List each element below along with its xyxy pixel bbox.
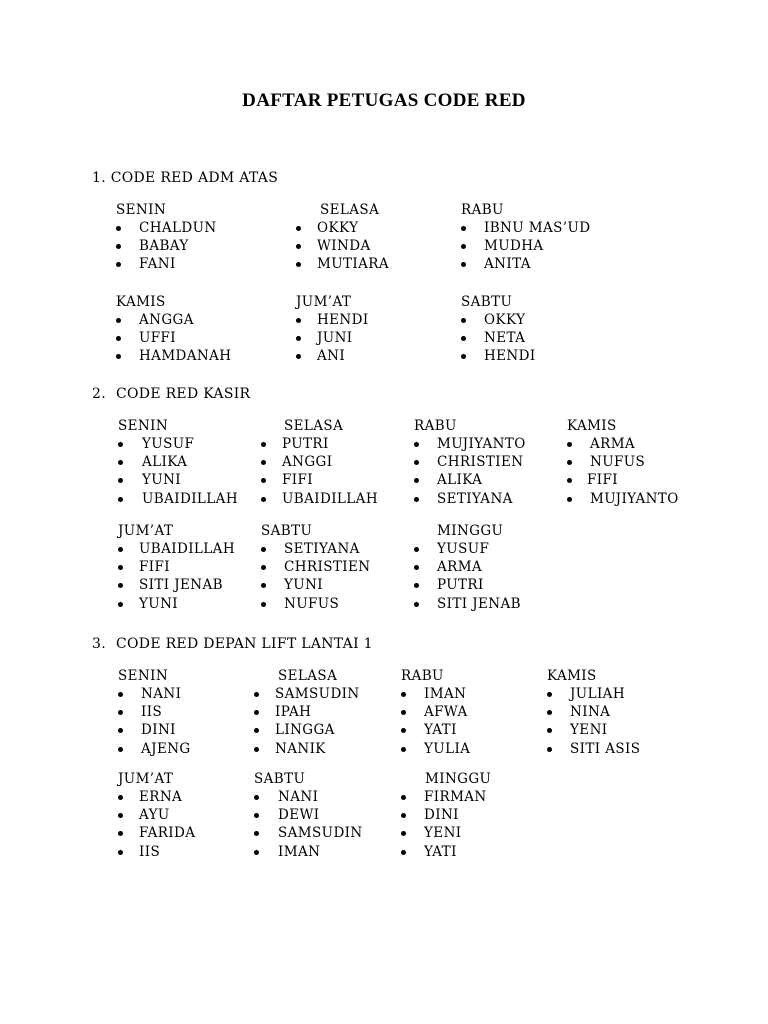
bullet-icon — [254, 850, 259, 855]
staff-name: IIS — [139, 843, 161, 860]
bullet-icon — [296, 318, 301, 323]
list-item — [254, 824, 363, 842]
bullet-icon — [401, 831, 406, 836]
staff-name: FIFI — [139, 559, 170, 576]
bullet-icon — [118, 478, 123, 483]
bullet-icon — [414, 583, 419, 588]
staff-name: NUFUS — [284, 595, 340, 612]
day-block — [118, 770, 196, 861]
staff-name: YULIA — [424, 740, 471, 757]
list-item — [254, 788, 319, 806]
bullet-icon — [118, 831, 123, 836]
list-item — [261, 595, 340, 613]
bullet-icon — [254, 831, 259, 836]
list-item — [414, 540, 503, 558]
bullet-icon — [296, 336, 301, 341]
list-item — [118, 685, 182, 703]
day-label: KAMIS — [567, 418, 617, 434]
name-list — [118, 788, 196, 861]
staff-name: YUSUF — [437, 541, 490, 557]
day-label: SENIN — [118, 418, 169, 434]
name-list — [296, 311, 369, 366]
bullet-icon — [118, 497, 123, 502]
staff-name: LINGGA — [275, 722, 335, 739]
list-item — [414, 576, 503, 594]
bullet-icon — [118, 728, 123, 733]
list-item — [461, 329, 526, 347]
bullet-icon — [461, 354, 466, 359]
bullet-icon — [401, 813, 406, 818]
staff-name: NANI — [141, 686, 182, 702]
staff-name: DEWI — [278, 807, 320, 824]
list-item — [461, 311, 526, 329]
bullet-icon — [401, 850, 406, 855]
list-item — [414, 558, 503, 576]
list-item — [461, 255, 531, 273]
list-item — [401, 703, 468, 721]
staff-name: MUJIYANTO — [590, 490, 679, 507]
staff-name: YUNI — [139, 595, 179, 612]
day-label: KAMIS — [116, 294, 166, 310]
day-label: JUM’AT — [118, 523, 174, 539]
day-label: MINGGU — [425, 771, 492, 787]
bullet-icon — [118, 747, 123, 752]
day-label: KAMIS — [547, 668, 597, 684]
bullet-icon — [116, 336, 121, 341]
staff-name: YUNI — [284, 577, 324, 594]
staff-name: FIFI — [587, 472, 618, 489]
name-list — [414, 435, 526, 508]
list-item — [261, 435, 343, 453]
list-item — [118, 788, 183, 806]
list-item — [118, 595, 179, 613]
list-item — [118, 576, 223, 594]
bullet-icon — [118, 692, 123, 697]
bullet-icon — [116, 244, 121, 249]
staff-name: YUSUF — [142, 436, 195, 452]
staff-name: DINI — [141, 722, 176, 739]
name-list — [118, 685, 191, 758]
name-list — [461, 219, 591, 274]
list-item — [254, 685, 360, 703]
bullet-icon — [261, 547, 266, 552]
list-item — [118, 806, 173, 824]
list-item — [118, 435, 195, 453]
name-list — [118, 435, 238, 508]
list-item — [414, 471, 483, 489]
name-list — [116, 219, 217, 274]
bullet-icon — [414, 602, 419, 607]
bullet-icon — [414, 442, 419, 447]
bullet-icon — [414, 547, 419, 552]
bullet-icon — [254, 692, 259, 697]
list-item — [116, 311, 194, 329]
list-item — [261, 558, 371, 576]
bullet-icon — [261, 460, 266, 465]
bullet-icon — [261, 602, 266, 607]
staff-name: DINI — [424, 807, 459, 824]
day-block — [547, 667, 641, 758]
bullet-icon — [261, 565, 266, 570]
list-item — [116, 329, 177, 347]
name-list — [261, 435, 378, 508]
day-block — [461, 293, 536, 366]
day-block — [254, 667, 360, 758]
staff-name: PUTRI — [282, 436, 329, 452]
staff-name: FARIDA — [139, 825, 196, 842]
staff-name: IMAN — [424, 686, 467, 702]
bullet-icon — [414, 460, 419, 465]
list-item — [118, 540, 235, 558]
day-label: SELASA — [278, 668, 338, 684]
bullet-icon — [461, 244, 466, 249]
bullet-icon — [461, 226, 466, 231]
bullet-icon — [296, 354, 301, 359]
name-list — [547, 685, 641, 758]
staff-name: ANITA — [484, 256, 531, 273]
day-label: SELASA — [320, 202, 380, 218]
staff-name: ANI — [317, 348, 346, 365]
list-item — [118, 843, 173, 861]
section-heading-adm-atas — [92, 170, 278, 186]
staff-name: MUTIARA — [317, 256, 390, 273]
list-item — [401, 788, 491, 806]
day-label: SABTU — [261, 523, 313, 539]
bullet-icon — [116, 318, 121, 323]
bullet-icon — [118, 602, 123, 607]
staff-name: JULIAH — [570, 686, 626, 702]
list-item — [261, 453, 343, 471]
section-title: CODE RED DEPAN LIFT LANTAI 1 — [116, 636, 373, 652]
day-label: RABU — [414, 418, 457, 434]
bullet-icon — [116, 226, 121, 231]
bullet-icon — [547, 692, 552, 697]
staff-name: NANIK — [275, 740, 326, 757]
day-label: SENIN — [116, 202, 167, 218]
staff-name: FANI — [139, 256, 176, 273]
staff-name: YUNI — [142, 472, 182, 489]
day-label: JUM’AT — [296, 294, 352, 310]
list-item — [547, 685, 626, 703]
staff-name: YENI — [424, 825, 462, 842]
list-item — [461, 219, 591, 237]
day-block — [414, 522, 521, 613]
bullet-icon — [116, 354, 121, 359]
name-list — [401, 685, 471, 758]
staff-name: UFFI — [139, 330, 177, 347]
bullet-icon — [296, 244, 301, 249]
list-item — [401, 685, 467, 703]
day-block — [116, 293, 232, 366]
staff-name: SAMSUDIN — [275, 686, 360, 702]
day-label: RABU — [461, 202, 504, 218]
day-block — [414, 417, 526, 508]
list-item — [118, 490, 238, 508]
name-list — [567, 435, 679, 508]
list-item — [296, 329, 351, 347]
list-item — [547, 703, 611, 721]
day-block — [296, 201, 390, 274]
bullet-icon — [414, 497, 419, 502]
staff-name: ANGGA — [139, 312, 194, 328]
list-item — [401, 740, 471, 758]
staff-name: ARMA — [437, 559, 483, 576]
name-list — [116, 311, 232, 366]
list-item — [116, 255, 176, 273]
page-title: DAFTAR PETUGAS CODE RED — [242, 90, 526, 111]
staff-name: MUJIYANTO — [437, 436, 526, 452]
staff-name: OKKY — [484, 312, 526, 328]
bullet-icon — [414, 565, 419, 570]
list-item — [414, 453, 524, 471]
bullet-icon — [401, 728, 406, 733]
list-item — [401, 806, 491, 824]
list-item — [414, 490, 513, 508]
staff-name: PUTRI — [437, 577, 484, 594]
staff-name: SAMSUDIN — [278, 825, 363, 842]
bullet-icon — [118, 795, 123, 800]
staff-name: NETA — [484, 330, 526, 347]
list-item — [254, 806, 320, 824]
section-number: 2. — [92, 386, 106, 402]
staff-name: OKKY — [317, 220, 359, 236]
list-item — [118, 824, 196, 842]
day-block — [118, 417, 238, 508]
name-list — [254, 685, 360, 758]
day-block — [118, 522, 235, 613]
bullet-icon — [261, 583, 266, 588]
list-item — [254, 721, 337, 739]
bullet-icon — [118, 850, 123, 855]
list-item — [461, 347, 536, 365]
list-item — [567, 435, 636, 453]
day-label: RABU — [401, 668, 444, 684]
staff-name: CHRISTIEN — [284, 559, 371, 576]
staff-name: CHRISTIEN — [437, 454, 524, 471]
staff-name: AFWA — [424, 704, 468, 721]
bullet-icon — [547, 747, 552, 752]
list-item — [116, 347, 232, 365]
day-label: SABTU — [254, 771, 306, 787]
bullet-icon — [461, 318, 466, 323]
list-item — [296, 347, 351, 365]
list-item — [116, 237, 189, 255]
name-list — [401, 788, 491, 861]
staff-name: AYU — [139, 807, 170, 824]
staff-name: ANGGI — [282, 454, 333, 471]
list-item — [547, 740, 641, 758]
bullet-icon — [118, 547, 123, 552]
staff-name: YATI — [424, 843, 457, 860]
bullet-icon — [547, 710, 552, 715]
list-item — [254, 740, 337, 758]
list-item — [118, 721, 176, 739]
staff-name: IBNU MAS’UD — [484, 220, 591, 236]
bullet-icon — [567, 497, 572, 502]
bullet-icon — [547, 728, 552, 733]
list-item — [296, 237, 379, 255]
day-block — [261, 522, 371, 613]
list-item — [118, 453, 188, 471]
staff-name: JUNI — [317, 330, 353, 347]
staff-name: HENDI — [317, 312, 369, 328]
staff-name: IIS — [141, 704, 163, 721]
list-item — [567, 453, 646, 471]
name-list — [296, 219, 390, 274]
section-number: 3. — [92, 636, 106, 652]
bullet-icon — [118, 565, 123, 570]
staff-name: YATI — [424, 722, 457, 739]
staff-name: SETIYANA — [284, 541, 360, 557]
staff-name: BABAY — [139, 238, 189, 255]
staff-name: ARMA — [590, 436, 636, 452]
name-list — [261, 540, 371, 613]
bullet-icon — [116, 262, 121, 267]
list-item — [401, 824, 491, 842]
day-block — [118, 667, 191, 758]
bullet-icon — [401, 747, 406, 752]
day-block — [401, 770, 491, 861]
staff-name: IMAN — [278, 843, 321, 860]
list-item — [296, 219, 379, 237]
staff-name: NINA — [570, 704, 611, 721]
bullet-icon — [261, 497, 266, 502]
bullet-icon — [254, 795, 259, 800]
staff-name: FIRMAN — [424, 789, 487, 805]
section-heading-kasir — [92, 386, 250, 402]
bullet-icon — [296, 226, 301, 231]
bullet-icon — [567, 460, 572, 465]
bullet-icon — [254, 728, 259, 733]
day-block — [296, 293, 369, 366]
list-item — [401, 843, 491, 861]
staff-name: SITI JENAB — [437, 595, 521, 612]
staff-name: HENDI — [484, 348, 536, 365]
list-item — [261, 490, 378, 508]
day-block — [461, 201, 591, 274]
name-list — [461, 311, 536, 366]
name-list — [254, 788, 363, 861]
list-item — [547, 721, 608, 739]
list-item — [261, 471, 343, 489]
day-block — [254, 770, 363, 861]
bullet-icon — [567, 442, 572, 447]
bullet-icon — [401, 710, 406, 715]
bullet-icon — [261, 442, 266, 447]
staff-name: NUFUS — [590, 454, 646, 471]
bullet-icon — [254, 710, 259, 715]
bullet-icon — [118, 813, 123, 818]
staff-name: UBAIDILLAH — [282, 490, 378, 507]
staff-name: SITI JENAB — [139, 577, 223, 594]
day-label: SENIN — [118, 668, 169, 684]
list-item — [296, 255, 390, 273]
day-label: JUM’AT — [118, 771, 174, 787]
day-block — [261, 417, 378, 508]
list-item — [401, 721, 457, 739]
staff-name: MUDHA — [484, 238, 544, 255]
staff-name: ERNA — [139, 789, 183, 805]
list-item — [254, 703, 337, 721]
bullet-icon — [254, 747, 259, 752]
list-item — [261, 576, 324, 594]
staff-name: UBAIDILLAH — [142, 490, 238, 507]
section-heading-depan-lift — [92, 636, 373, 652]
staff-name: UBAIDILLAH — [139, 541, 235, 557]
bullet-icon — [118, 442, 123, 447]
staff-name: AJENG — [141, 740, 191, 757]
bullet-icon — [567, 478, 572, 483]
staff-name: SETIYANA — [437, 490, 513, 507]
staff-name: NANI — [278, 789, 319, 805]
list-item — [461, 237, 544, 255]
staff-name: HAMDANAH — [139, 348, 232, 365]
bullet-icon — [296, 262, 301, 267]
bullet-icon — [118, 460, 123, 465]
list-item — [296, 311, 369, 329]
staff-name: ALIKA — [142, 454, 188, 471]
staff-name: SITI ASIS — [570, 740, 641, 757]
bullet-icon — [254, 813, 259, 818]
list-item — [118, 740, 191, 758]
name-list — [118, 540, 235, 613]
staff-name: ALIKA — [437, 472, 483, 489]
section-title: CODE RED ADM ATAS — [110, 170, 279, 186]
list-item — [567, 471, 617, 489]
list-item — [116, 219, 217, 237]
bullet-icon — [401, 692, 406, 697]
list-item — [118, 471, 182, 489]
bullet-icon — [461, 262, 466, 267]
staff-name: CHALDUN — [139, 220, 217, 236]
bullet-icon — [414, 478, 419, 483]
list-item — [414, 595, 521, 613]
section-title: CODE RED KASIR — [116, 386, 251, 402]
bullet-icon — [401, 795, 406, 800]
bullet-icon — [118, 710, 123, 715]
bullet-icon — [261, 478, 266, 483]
day-label: MINGGU — [437, 523, 504, 539]
list-item — [414, 435, 526, 453]
list-item — [254, 843, 321, 861]
list-item — [261, 540, 360, 558]
day-block — [116, 201, 217, 274]
list-item — [118, 558, 173, 576]
staff-name: FIFI — [282, 472, 313, 489]
day-block — [401, 667, 471, 758]
day-block — [567, 417, 679, 508]
list-item — [567, 490, 679, 508]
staff-name: WINDA — [317, 238, 371, 255]
day-label: SELASA — [284, 418, 344, 434]
bullet-icon — [461, 336, 466, 341]
day-label: SABTU — [461, 294, 513, 310]
bullet-icon — [118, 583, 123, 588]
list-item — [118, 703, 168, 721]
staff-name: IPAH — [275, 704, 312, 721]
staff-name: YENI — [570, 722, 608, 739]
section-number: 1. — [92, 170, 106, 186]
name-list — [414, 540, 521, 613]
